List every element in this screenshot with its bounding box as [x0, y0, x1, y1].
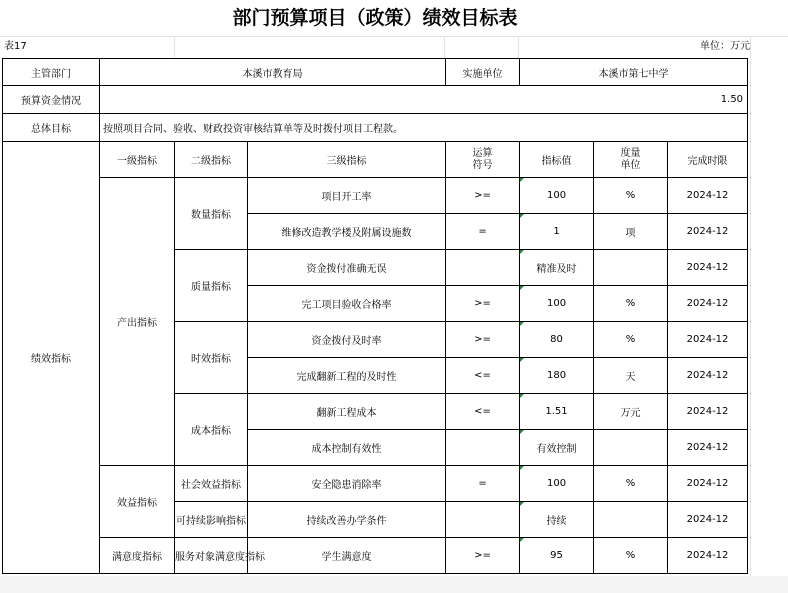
- level2-timeliness[interactable]: 时效指标: [175, 322, 248, 394]
- indicator-value[interactable]: 80: [520, 322, 594, 358]
- grid-line: [0, 36, 788, 37]
- indicator-name[interactable]: 维修改造教学楼及附属设施数: [248, 214, 446, 250]
- dept-label[interactable]: 主管部门: [3, 59, 100, 86]
- table-row: [3, 142, 748, 178]
- indicator-unit[interactable]: %: [594, 322, 668, 358]
- indicator-name[interactable]: 持续改善办学条件: [248, 502, 446, 538]
- level2-social[interactable]: 社会效益指标: [175, 466, 248, 502]
- level2-cost[interactable]: 成本指标: [175, 394, 248, 466]
- indicator-name[interactable]: 资金拨付准确无误: [248, 250, 446, 286]
- indicator-name[interactable]: 成本控制有效性: [248, 430, 446, 466]
- sheet-bottom-band: [0, 576, 788, 593]
- indicator-op[interactable]: <=: [446, 394, 520, 430]
- header-operator[interactable]: 运算 符号: [446, 142, 520, 178]
- impl-label[interactable]: 实施单位: [446, 59, 520, 86]
- header-unit[interactable]: 度量 单位: [594, 142, 668, 178]
- level2-quantity[interactable]: 数量指标: [175, 178, 248, 250]
- table-row: [3, 538, 748, 574]
- indicator-op[interactable]: [446, 502, 520, 538]
- indicator-deadline[interactable]: 2024-12: [668, 538, 748, 574]
- dept-value[interactable]: 本溪市教育局: [100, 59, 446, 86]
- indicator-op[interactable]: >=: [446, 538, 520, 574]
- indicator-value[interactable]: 精准及时: [520, 250, 594, 286]
- indicator-unit[interactable]: 天: [594, 358, 668, 394]
- indicator-deadline[interactable]: 2024-12: [668, 358, 748, 394]
- header-level3[interactable]: 三级指标: [248, 142, 446, 178]
- indicator-name[interactable]: 学生满意度: [248, 538, 446, 574]
- indicator-value[interactable]: 1.51: [520, 394, 594, 430]
- indicator-value[interactable]: 1: [520, 214, 594, 250]
- header-value[interactable]: 指标值: [520, 142, 594, 178]
- performance-table: [2, 58, 748, 574]
- indicator-value[interactable]: 有效控制: [520, 430, 594, 466]
- indicator-deadline[interactable]: 2024-12: [668, 394, 748, 430]
- indicator-unit[interactable]: %: [594, 178, 668, 214]
- indicator-op[interactable]: =: [446, 214, 520, 250]
- indicator-op[interactable]: <=: [446, 358, 520, 394]
- table-row: [3, 114, 748, 142]
- grid-line: [750, 36, 751, 576]
- indicator-name[interactable]: 完工项目验收合格率: [248, 286, 446, 322]
- indicator-deadline[interactable]: 2024-12: [668, 322, 748, 358]
- impl-value[interactable]: 本溪市第七中学: [520, 59, 748, 86]
- goal-label[interactable]: 总体目标: [3, 114, 100, 142]
- table-row: [3, 59, 748, 86]
- indicator-deadline[interactable]: 2024-12: [668, 214, 748, 250]
- indicator-op[interactable]: >=: [446, 178, 520, 214]
- indicator-value[interactable]: 95: [520, 538, 594, 574]
- page-title: 部门预算项目（政策）绩效目标表: [232, 7, 518, 29]
- indicator-value[interactable]: 100: [520, 286, 594, 322]
- indicator-deadline[interactable]: 2024-12: [668, 286, 748, 322]
- indicator-op[interactable]: =: [446, 466, 520, 502]
- indicator-op[interactable]: [446, 250, 520, 286]
- grid-line: [444, 36, 445, 58]
- level1-output[interactable]: 产出指标: [100, 178, 175, 466]
- indicator-unit[interactable]: %: [594, 466, 668, 502]
- indicator-name[interactable]: 安全隐患消除率: [248, 466, 446, 502]
- indicator-unit[interactable]: 万元: [594, 394, 668, 430]
- unit-label: 单位：万元: [700, 41, 750, 52]
- indicator-deadline[interactable]: 2024-12: [668, 430, 748, 466]
- level2-quality[interactable]: 质量指标: [175, 250, 248, 322]
- indicator-deadline[interactable]: 2024-12: [668, 466, 748, 502]
- indicator-value[interactable]: 180: [520, 358, 594, 394]
- indicator-op[interactable]: [446, 430, 520, 466]
- indicator-op[interactable]: >=: [446, 322, 520, 358]
- indicator-unit[interactable]: %: [594, 538, 668, 574]
- indicator-unit[interactable]: [594, 502, 668, 538]
- indicator-value[interactable]: 100: [520, 466, 594, 502]
- goal-value[interactable]: 按照项目合同、验收、财政投资审核结算单等及时拨付项目工程款。: [100, 114, 748, 142]
- table-row: [3, 178, 748, 214]
- level2-sustain[interactable]: 可持续影响指标: [175, 502, 248, 538]
- budget-value[interactable]: 1.50: [100, 86, 748, 114]
- level1-satisfaction[interactable]: 满意度指标: [100, 538, 175, 574]
- indicator-value[interactable]: 100: [520, 178, 594, 214]
- budget-label[interactable]: 预算资金情况: [3, 86, 100, 114]
- indicator-op[interactable]: >=: [446, 286, 520, 322]
- header-level2[interactable]: 二级指标: [175, 142, 248, 178]
- indicator-name[interactable]: 翻新工程成本: [248, 394, 446, 430]
- header-level1[interactable]: 一级指标: [100, 142, 175, 178]
- indicator-name[interactable]: 完成翻新工程的及时性: [248, 358, 446, 394]
- level1-benefit[interactable]: 效益指标: [100, 466, 175, 538]
- indicator-deadline[interactable]: 2024-12: [668, 178, 748, 214]
- table-number: 表17: [4, 41, 27, 52]
- perf-label[interactable]: 绩效指标: [3, 142, 100, 574]
- indicator-unit[interactable]: [594, 430, 668, 466]
- indicator-unit[interactable]: [594, 250, 668, 286]
- header-deadline[interactable]: 完成时限: [668, 142, 748, 178]
- level2-service[interactable]: 服务对象满意度指标: [175, 538, 248, 574]
- indicator-deadline[interactable]: 2024-12: [668, 502, 748, 538]
- indicator-name[interactable]: 项目开工率: [248, 178, 446, 214]
- table-row: [3, 466, 748, 502]
- grid-line: [518, 36, 519, 58]
- indicator-deadline[interactable]: 2024-12: [668, 250, 748, 286]
- indicator-name[interactable]: 资金拨付及时率: [248, 322, 446, 358]
- table-row: [3, 86, 748, 114]
- indicator-unit[interactable]: %: [594, 286, 668, 322]
- indicator-value[interactable]: 持续: [520, 502, 594, 538]
- grid-line: [174, 36, 175, 58]
- indicator-unit[interactable]: 项: [594, 214, 668, 250]
